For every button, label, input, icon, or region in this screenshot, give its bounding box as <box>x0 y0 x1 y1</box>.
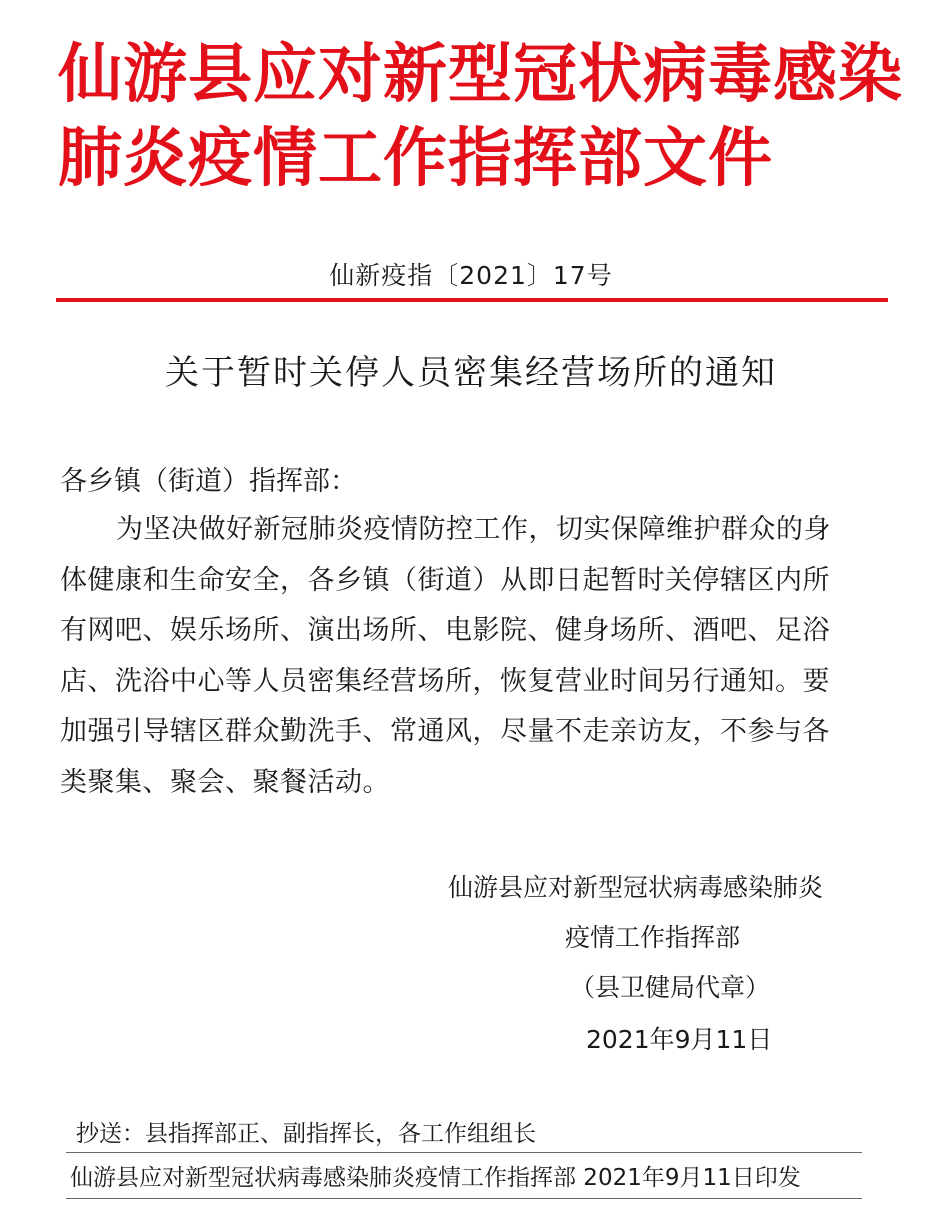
cc-line: 抄送：县指挥部正、副指挥长，各工作组组长 <box>76 1121 536 1147</box>
body-line: 有网吧、娱乐场所、演出场所、电影院、健身场所、酒吧、足浴 <box>60 615 830 646</box>
signature-org-line1: 仙游县应对新型冠状病毒感染肺炎 <box>448 873 824 902</box>
footer-divider-bottom <box>66 1198 862 1199</box>
signature-org-line2: 疫情工作指挥部 <box>565 923 741 952</box>
notice-body <box>60 510 890 813</box>
header-title-line2: 肺炎疫情工作指挥部文件 <box>58 122 773 196</box>
header-title-line1: 仙游县应对新型冠状病毒感染 <box>58 38 903 112</box>
notice-title: 关于暂时关停人员密集经营场所的通知 <box>165 353 777 393</box>
issue-line: 仙游县应对新型冠状病毒感染肺炎疫情工作指挥部 2021年9月11日印发 <box>70 1165 801 1191</box>
body-line: 店、洗浴中心等人员密集经营场所，恢复营业时间另行通知。要 <box>60 665 830 697</box>
body-line: 加强引导辖区群众勤洗手、常通风，尽量不走亲访友，不参与各 <box>60 716 830 747</box>
footer-divider-top <box>66 1152 862 1153</box>
red-divider-rule <box>56 298 888 302</box>
body-line: 体健康和生命安全，各乡镇（街道）从即日起暂时关停辖区内所 <box>60 564 830 596</box>
signature-date: 2021年9月11日 <box>586 1025 773 1054</box>
salutation: 各乡镇（街道）指挥部： <box>60 466 357 497</box>
body-line: 为坚决做好新冠肺炎疫情防控工作，切实保障维护群众的身 <box>116 514 831 545</box>
signature-seal-note: （县卫健局代章） <box>570 973 771 1002</box>
document-number: 仙新疫指〔2021〕17号 <box>329 261 613 290</box>
body-line: 类聚集、聚会、聚餐活动。 <box>60 766 390 798</box>
